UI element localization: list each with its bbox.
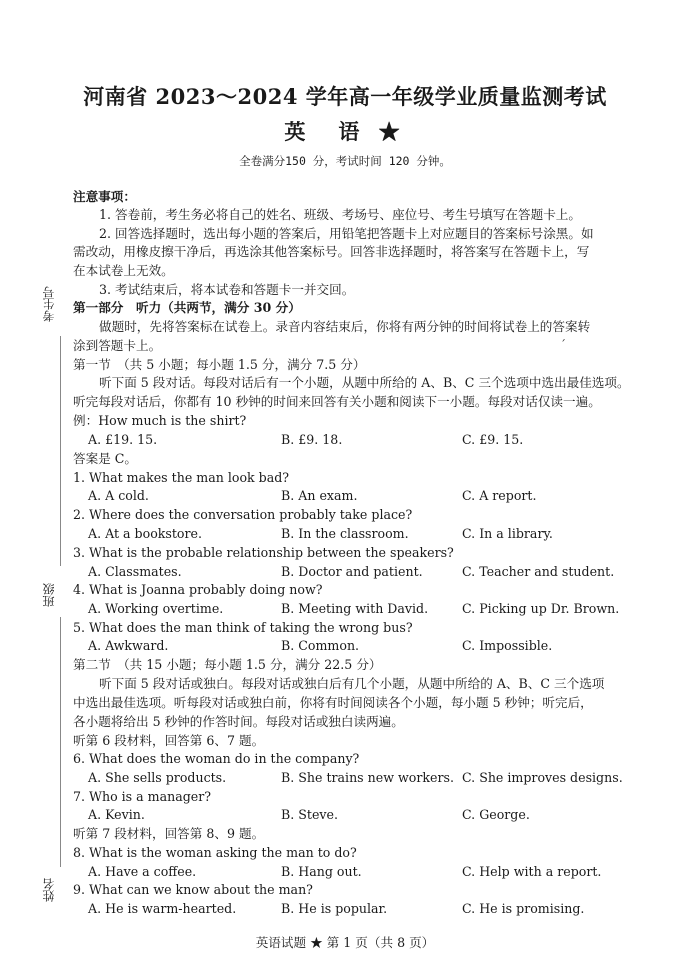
material-label: 听第 6 段材料，回答第 6、7 题。 <box>73 733 265 748</box>
option-a: A. A cold. <box>88 488 149 503</box>
part1-intro: 涂到答题卡上。 <box>73 338 162 353</box>
notice-line: 1. 答卷前，考生务必将自己的姓名、班级、考场号、座位号、考生号填写在答题卡上。 <box>99 207 581 222</box>
margin-line-2 <box>60 617 61 867</box>
question: 1. What makes the man look bad? <box>73 470 290 485</box>
notice-line: 需改动，用橡皮擦干净后，再选涂其他答案标号。回答非选择题时，将答案写在答题卡上，写 <box>73 244 590 259</box>
exam-title: 河南省 2023～2024 学年高一年级学业质量监测考试 <box>83 84 607 109</box>
option-c: C. He is promising. <box>462 901 585 916</box>
question: 9. What can we know about the man? <box>73 882 313 897</box>
section1-intro: 听完每段对话后，你都有 10 秒钟的时间来回答有关小题和阅读下一小题。每段对话仅读一遍。 <box>73 394 601 409</box>
margin-label-class: 班级 <box>42 583 56 607</box>
section2-intro: 听下面 5 段对话或独白。每段对话或独白后有几个小题，从题中所给的 A、B、C 三个选项 <box>99 676 605 691</box>
section2-heading: 第二节 （共 15 小题；每小题 1.5 分，满分 22.5 分） <box>73 657 382 672</box>
notice-line: 在本试卷上无效。 <box>73 263 174 278</box>
notice-line: 2. 回答选择题时，选出每小题的答案后，用铅笔把答题卡上对应题目的答案标号涂黑。如 <box>99 226 594 241</box>
option-c: C. A report. <box>462 488 537 503</box>
page-footer: 英语试题 ★ 第 1 页（共 8 页） <box>255 935 435 950</box>
option-b: B. Common. <box>281 638 360 653</box>
option-b: B. Hang out. <box>281 864 362 879</box>
score-line: 全卷满分150 分，考试时间 120 分钟。 <box>239 154 451 168</box>
option-a: A. Have a coffee. <box>88 864 197 879</box>
part1-heading: 第一部分 听力（共两节，满分 30 分） <box>73 300 301 315</box>
question: 8. What is the woman asking the man to do? <box>73 845 357 860</box>
option-c: C. Impossible. <box>462 638 553 653</box>
margin-label-exam-no: 考生号 <box>42 286 56 322</box>
option-c: C. Help with a report. <box>462 864 602 879</box>
margin-line-1 <box>60 336 61 566</box>
option-c: C. Picking up Dr. Brown. <box>462 601 620 616</box>
question: 4. What is Joanna probably doing now? <box>73 582 323 597</box>
section1-intro: 听下面 5 段对话。每段对话后有一个小题，从题中所给的 A、B、C 三个选项中选出最佳选项。 <box>99 375 630 390</box>
option-a: A. Awkward. <box>88 638 169 653</box>
question: 7. Who is a manager? <box>73 789 212 804</box>
option-a: A. Working overtime. <box>88 601 224 616</box>
question: 2. Where does the conversation probably take place? <box>73 507 413 522</box>
section2-intro: 中选出最佳选项。听每段对话或独白前，你将有时间阅读各个小题，每小题 5 秒钟；听完后， <box>73 695 593 710</box>
option-c: C. Teacher and student. <box>462 564 615 579</box>
question: 5. What does the man think of taking the wrong bus? <box>73 620 413 635</box>
example-option-c: C. £9. 15. <box>462 432 524 447</box>
example-option-a: A. £19. 15. <box>88 432 158 447</box>
option-a: A. He is warm-hearted. <box>88 901 237 916</box>
part1-intro: 做题时，先将答案标在试卷上。录音内容结束后，你将有两分钟的时间将试卷上的答案转 <box>99 319 591 334</box>
option-b: B. He is popular. <box>281 901 388 916</box>
example-option-b: B. £9. 18. <box>281 432 343 447</box>
option-a: A. She sells products. <box>88 770 227 785</box>
material-label: 听第 7 段材料，回答第 8、9 题。 <box>73 826 265 841</box>
option-c: C. George. <box>462 807 530 822</box>
option-b: B. Steve. <box>281 807 338 822</box>
example-question: 例：How much is the shirt? <box>73 413 247 428</box>
option-b: B. She trains new workers. <box>281 770 454 785</box>
option-a: A. Kevin. <box>88 807 145 822</box>
option-a: A. Classmates. <box>88 564 182 579</box>
notice-line: 3. 考试结束后，将本试卷和答题卡一并交回。 <box>99 282 355 297</box>
question: 6. What does the woman do in the company? <box>73 751 360 766</box>
option-c: C. In a library. <box>462 526 553 541</box>
section2-intro: 各小题将给出 5 秒钟的作答时间。每段对话或独白读两遍。 <box>73 714 404 729</box>
margin-label-name: 姓名 <box>42 878 56 902</box>
section1-heading: 第一节 （共 5 小题；每小题 1.5 分，满分 7.5 分） <box>73 357 366 372</box>
option-a: A. At a bookstore. <box>88 526 202 541</box>
subject-title: 英 语 ★ <box>284 119 406 144</box>
option-b: B. Doctor and patient. <box>281 564 423 579</box>
option-c: C. She improves designs. <box>462 770 623 785</box>
example-answer: 答案是 C。 <box>73 451 138 466</box>
notice-heading: 注意事项： <box>73 189 136 204</box>
option-b: B. Meeting with David. <box>281 601 429 616</box>
pen-mark: ˊ <box>560 338 566 352</box>
option-b: B. In the classroom. <box>281 526 409 541</box>
question: 3. What is the probable relationship between the speakers? <box>73 545 454 560</box>
option-b: B. An exam. <box>281 488 358 503</box>
